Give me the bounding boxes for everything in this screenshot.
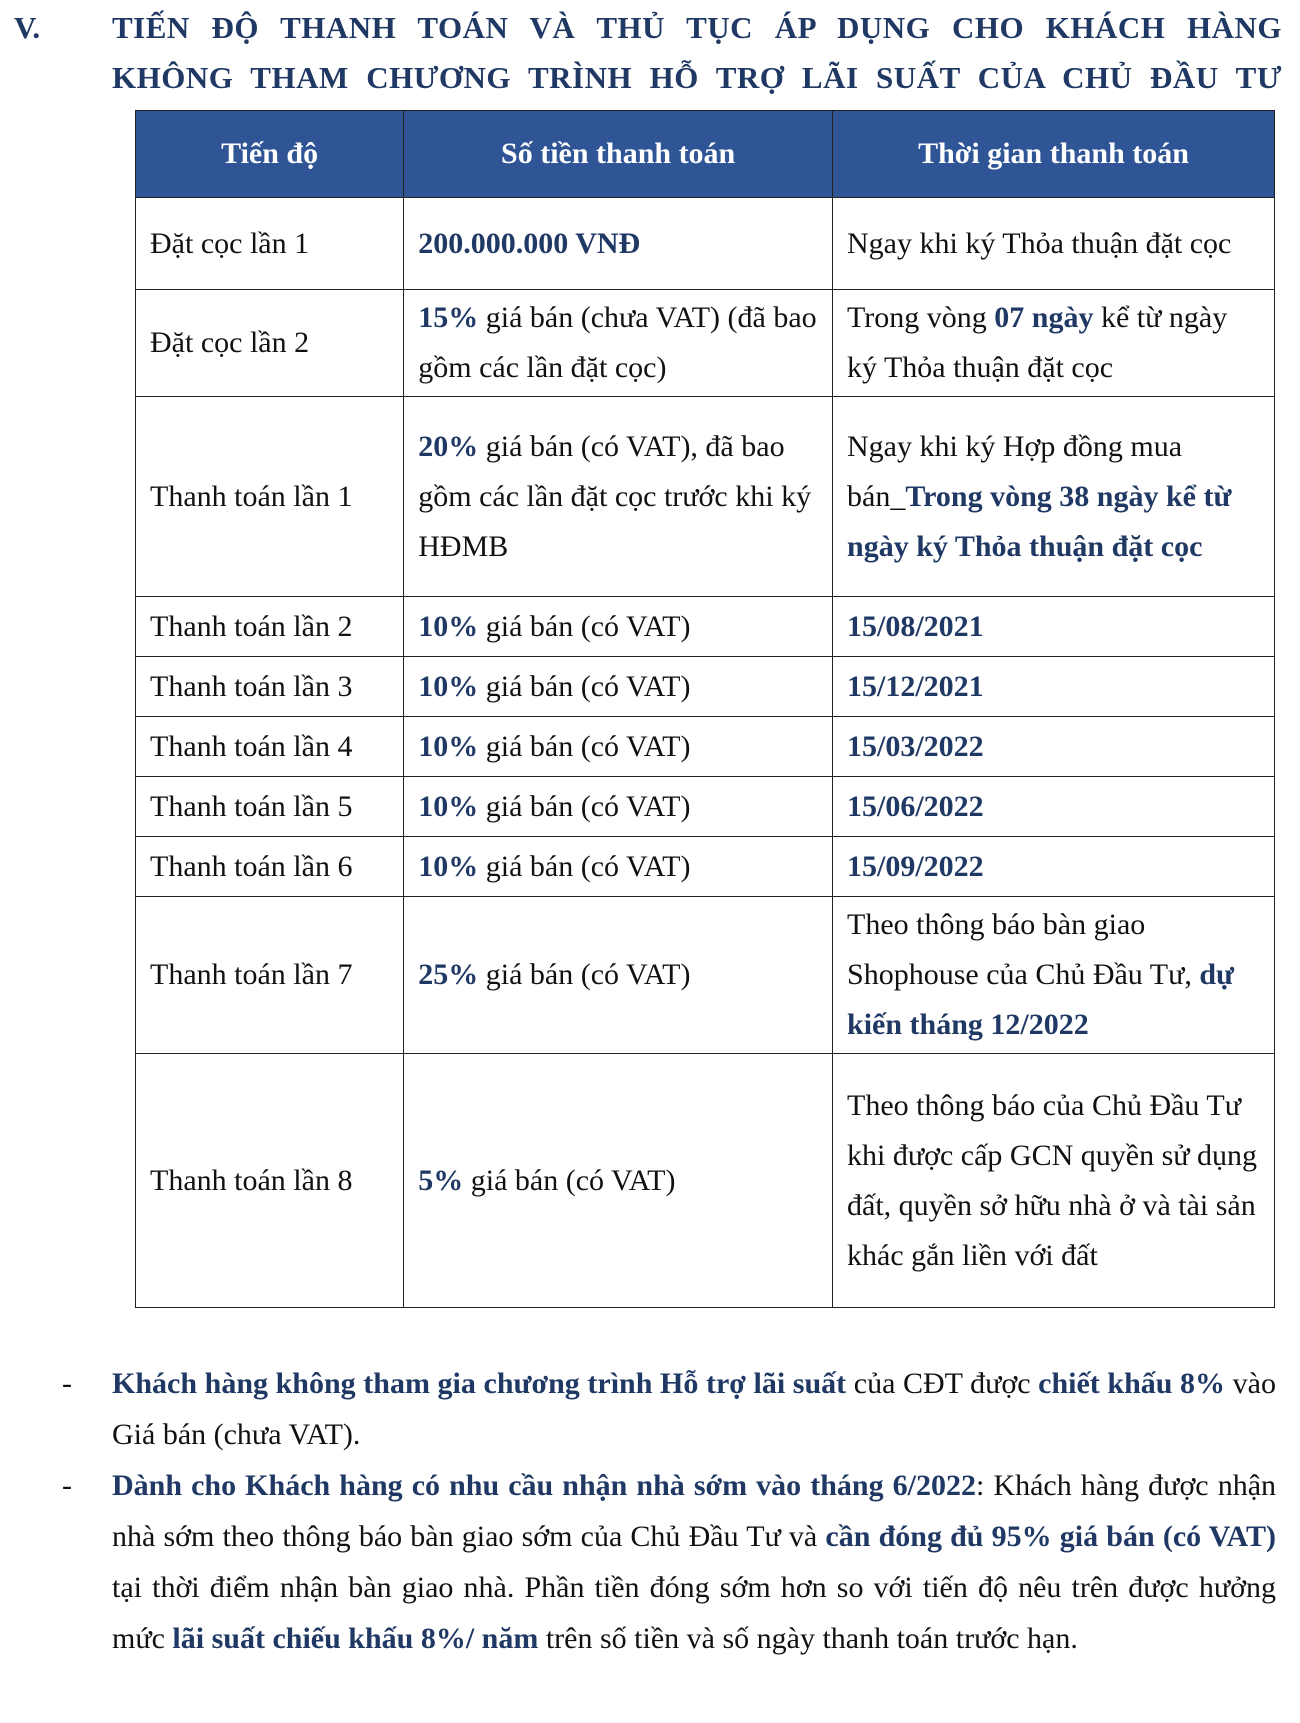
time-bold: 15/03/2022: [847, 729, 984, 763]
time-cell: [833, 777, 1275, 837]
amount-cell: [404, 290, 833, 397]
amount-bold: 10%: [418, 789, 479, 823]
note-text: của CĐT được: [846, 1367, 1039, 1400]
time-bold: dự kiến tháng 12/2022: [847, 958, 1235, 1041]
section-title-line-2: KHÔNG THAM CHƯƠNG TRÌNH HỖ TRỢ LÃI SUẤT CỦA CHỦ ĐẦU TƯ: [112, 60, 1282, 95]
table-row: [136, 657, 1275, 717]
header-amount: Số tiền thanh toán: [404, 111, 833, 198]
stage-cell: Đặt cọc lần 2: [136, 290, 404, 397]
stage-cell: Thanh toán lần 6: [136, 837, 404, 897]
time-text: Ngay khi ký Thỏa thuận đặt cọc: [847, 226, 1232, 260]
table-row: [136, 717, 1275, 777]
note-text: tại thời điểm nhận bàn giao nhà. Phần tiền đóng sớm hơn so với tiến độ nêu trên được hưởng mức: [112, 1571, 1276, 1655]
time-text: Theo thông báo của Chủ Đầu Tư khi được cấp GCN quyền sử dụng đất, quyền sở hữu nhà ở và tài sản khác gắn liền với đất: [847, 1088, 1258, 1272]
amount-text: giá bán (có VAT): [478, 958, 691, 991]
amount-bold: 10%: [418, 669, 479, 703]
table-header-row: [136, 111, 1275, 198]
note-discount: [0, 1358, 1276, 1460]
note-early-handover: [0, 1460, 1276, 1664]
table-row: [136, 397, 1275, 597]
time-text: Theo thông báo bàn giao Shophouse của Chủ Đầu Tư,: [847, 908, 1200, 991]
bullet-dash: -: [62, 1469, 72, 1502]
time-bold: 15/08/2021: [847, 609, 984, 643]
amount-cell: [404, 777, 833, 837]
stage-cell: Thanh toán lần 4: [136, 717, 404, 777]
amount-cell: [404, 198, 833, 290]
time-bold: Trong vòng 38 ngày kể từ ngày ký Thỏa thuận đặt cọc: [847, 479, 1232, 563]
amount-bold: 10%: [418, 729, 479, 763]
amount-bold: 15%: [418, 301, 479, 334]
amount-cell: [404, 717, 833, 777]
header-stage: Tiến độ: [136, 111, 404, 198]
amount-cell: [404, 837, 833, 897]
payment-schedule-table: [135, 110, 1275, 1308]
amount-text: giá bán (có VAT): [463, 1163, 676, 1197]
stage-cell: Thanh toán lần 7: [136, 897, 404, 1054]
amount-bold: 5%: [418, 1163, 464, 1197]
amount-text: giá bán (có VAT): [478, 669, 691, 703]
time-bold: 15/06/2022: [847, 789, 984, 823]
header-time: Thời gian thanh toán: [833, 111, 1275, 198]
note-bold: cần đóng đủ 95% giá bán (có VAT): [825, 1520, 1276, 1553]
time-cell: [833, 837, 1275, 897]
table-row: [136, 1054, 1275, 1308]
time-cell: [833, 597, 1275, 657]
amount-text: giá bán (có VAT): [478, 609, 691, 643]
time-bold: 15/12/2021: [847, 669, 984, 703]
note-bold: lãi suất chiếu khấu 8%/ năm: [172, 1622, 539, 1655]
amount-bold: 10%: [418, 849, 479, 883]
note-text: trên số tiền và số ngày thanh toán trước hạn.: [538, 1622, 1078, 1655]
time-bold: 15/09/2022: [847, 849, 984, 883]
amount-cell: [404, 657, 833, 717]
amount-bold: 10%: [418, 609, 479, 643]
table-row: [136, 837, 1275, 897]
time-cell: [833, 717, 1275, 777]
time-cell: [833, 897, 1275, 1054]
note-text: vào Giá bán (chưa VAT).: [112, 1367, 1276, 1451]
amount-cell: [404, 597, 833, 657]
section-number: V.: [14, 10, 41, 45]
amount-cell: [404, 1054, 833, 1308]
bullet-dash: -: [62, 1367, 72, 1400]
notes-list: [0, 1358, 1300, 1664]
time-cell: [833, 657, 1275, 717]
amount-text: giá bán (có VAT), đã bao gồm các lần đặt cọc trước khi ký HĐMB: [418, 429, 812, 563]
amount-bold: 25%: [418, 958, 479, 991]
note-bold: Dành cho Khách hàng có nhu cầu nhận nhà sớm vào tháng 6/2022: [112, 1469, 977, 1502]
note-text: : Khách hàng được nhận nhà sớm theo thông báo bàn giao sớm của Chủ Đầu Tư và: [112, 1469, 1277, 1553]
note-bold: Khách hàng không tham gia chương trình Hỗ trợ lãi suất: [112, 1367, 847, 1400]
stage-cell: Thanh toán lần 2: [136, 597, 404, 657]
amount-bold: 200.000.000 VNĐ: [418, 226, 641, 260]
table-row: [136, 777, 1275, 837]
amount-text: giá bán (có VAT): [478, 849, 691, 883]
stage-cell: Thanh toán lần 3: [136, 657, 404, 717]
time-cell: [833, 1054, 1275, 1308]
amount-text: giá bán (có VAT): [478, 789, 691, 823]
stage-cell: Đặt cọc lần 1: [136, 198, 404, 290]
table-row: [136, 198, 1275, 290]
stage-cell: Thanh toán lần 8: [136, 1054, 404, 1308]
time-bold: 07 ngày: [994, 301, 1094, 334]
time-text: Ngay khi ký Hợp đồng mua bán_: [847, 429, 1183, 513]
stage-cell: Thanh toán lần 1: [136, 397, 404, 597]
time-cell: [833, 397, 1275, 597]
section-title-line-1: TIẾN ĐỘ THANH TOÁN VÀ THỦ TỤC ÁP DỤNG CHO KHÁCH HÀNG: [112, 10, 1282, 45]
time-cell: [833, 198, 1275, 290]
note-bold: chiết khấu 8%: [1038, 1367, 1226, 1400]
amount-cell: [404, 397, 833, 597]
table-row: [136, 897, 1275, 1054]
table-row: [136, 597, 1275, 657]
time-cell: [833, 290, 1275, 397]
amount-bold: 20%: [418, 429, 479, 463]
stage-cell: Thanh toán lần 5: [136, 777, 404, 837]
amount-cell: [404, 897, 833, 1054]
amount-text: giá bán (chưa VAT) (đã bao gồm các lần đặt cọc): [418, 301, 817, 384]
time-text: Trong vòng: [847, 301, 995, 334]
time-text-after: kể từ ngày ký Thỏa thuận đặt cọc: [847, 301, 1228, 384]
table-row: [136, 290, 1275, 397]
amount-text: giá bán (có VAT): [478, 729, 691, 763]
